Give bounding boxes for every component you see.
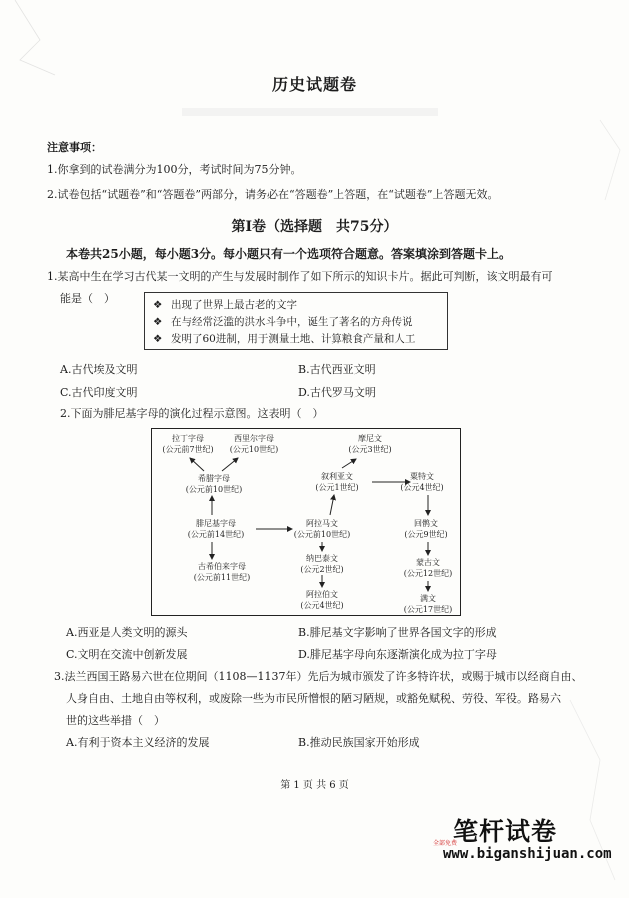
part-title: 第Ⅰ卷（选择题 共75分） [231, 219, 398, 235]
card-line: ❖ 在与经常泛滥的洪水斗争中，诞生了著名的方舟传说 [153, 316, 413, 328]
notice-item: 2.试卷包括“试题卷”和“答题卷”两部分，请务必在“答题卷”上答题，在“试题卷”上答题无效。 [47, 188, 499, 201]
node-hebrew: 古希伯来字母 (公元前11世纪) [193, 562, 251, 582]
question-3-stem: 3.法兰西国王路易六世在位期间（1108—1137年）先后为城市颁发了许多特许状，或赐于城市以经商自由、 [54, 670, 583, 683]
node-phoenician: 腓尼基字母 (公元前14世纪) [187, 519, 245, 539]
option-b[interactable]: B.腓尼基文字影响了世界各国文字的形成 [298, 626, 497, 639]
node-arabic: 阿拉伯文 (公元4世纪) [300, 590, 344, 610]
option-b[interactable]: B.古代西亚文明 [298, 363, 376, 376]
option-d[interactable]: D.腓尼基字母向东逐渐演化成为拉丁字母 [298, 648, 497, 661]
alphabet-evolution-diagram [151, 428, 461, 616]
option-c[interactable]: C.古代印度文明 [60, 386, 138, 399]
page-title: 历史试题卷 [271, 75, 357, 94]
node-nabataean: 纳巴泰文 (公元2世纪) [300, 554, 344, 574]
diamond-bullet-icon: ❖ [153, 316, 163, 328]
page-number: 第 1 页 共 6 页 [280, 780, 349, 791]
node-manchu: 满文 (公元17世纪) [403, 594, 453, 614]
part-instruction: 本卷共25小题，每小题3分。每小题只有一个选项符合题意。答案填涂到答题卡上。 [66, 247, 512, 261]
node-mani: 摩尼文 (公元3世纪) [348, 434, 392, 454]
question-3-stem-cont: 人身自由、土地自由等权利，或废除一些为市民所憎恨的陋习陋规，或豁免赋税、劳役、军役。路易六 [66, 692, 561, 705]
node-sogdian: 粟特文 (公元4世纪) [400, 472, 444, 492]
option-b[interactable]: B.推动民族国家开始形成 [298, 736, 420, 749]
question-1-stem: 1.某高中生在学习古代某一文明的产生与发展时制作了如下所示的知识卡片。据此可判断，该文明最有可 [47, 270, 553, 283]
option-a[interactable]: A.有利于资本主义经济的发展 [66, 736, 210, 749]
notice-item: 1.你拿到的试卷满分为100分，考试时间为75分钟。 [47, 163, 302, 176]
option-c[interactable]: C.文明在交流中创新发展 [66, 648, 188, 661]
knowledge-card [144, 292, 448, 350]
node-syriac: 叙利亚文 (公元1世纪) [315, 472, 359, 492]
node-latin: 拉丁字母 (公元前7世纪) [162, 434, 214, 454]
node-cyrillic: 西里尔字母 (公元10世纪) [229, 434, 279, 454]
option-d[interactable]: D.古代罗马文明 [298, 386, 376, 399]
diamond-bullet-icon: ❖ [153, 333, 163, 345]
option-a[interactable]: A.古代埃及文明 [60, 363, 138, 376]
node-greek: 希腊字母 (公元前10世纪) [185, 474, 243, 494]
question-2-stem: 2.下面为腓尼基字母的演化过程示意图。这表明（ ） [60, 407, 324, 420]
node-mongolian: 蒙古文 (公元12世纪) [403, 558, 453, 578]
watermark-url[interactable]: www.biganshijuan.com [443, 846, 612, 862]
card-line: ❖ 出现了世界上最古老的文字 [153, 299, 297, 311]
node-uyghur: 回鹘文 (公元9世纪) [404, 519, 448, 539]
question-3-stem-cont: 世的这些举措（ ） [66, 714, 165, 727]
diamond-bullet-icon: ❖ [153, 299, 163, 311]
watermark-tag: 全部免费 [433, 840, 458, 847]
card-line: ❖ 发明了60进制，用于测量土地、计算粮食产量和人工 [153, 333, 416, 345]
watermark-brand: 笔杆试卷 [453, 817, 558, 846]
notice-heading: 注意事项： [47, 141, 102, 154]
node-aramaic: 阿拉马文 (公元前10世纪) [293, 519, 351, 539]
question-1-stem-cont: 能是（ ） [60, 292, 115, 305]
option-a[interactable]: A.西亚是人类文明的源头 [66, 626, 188, 639]
